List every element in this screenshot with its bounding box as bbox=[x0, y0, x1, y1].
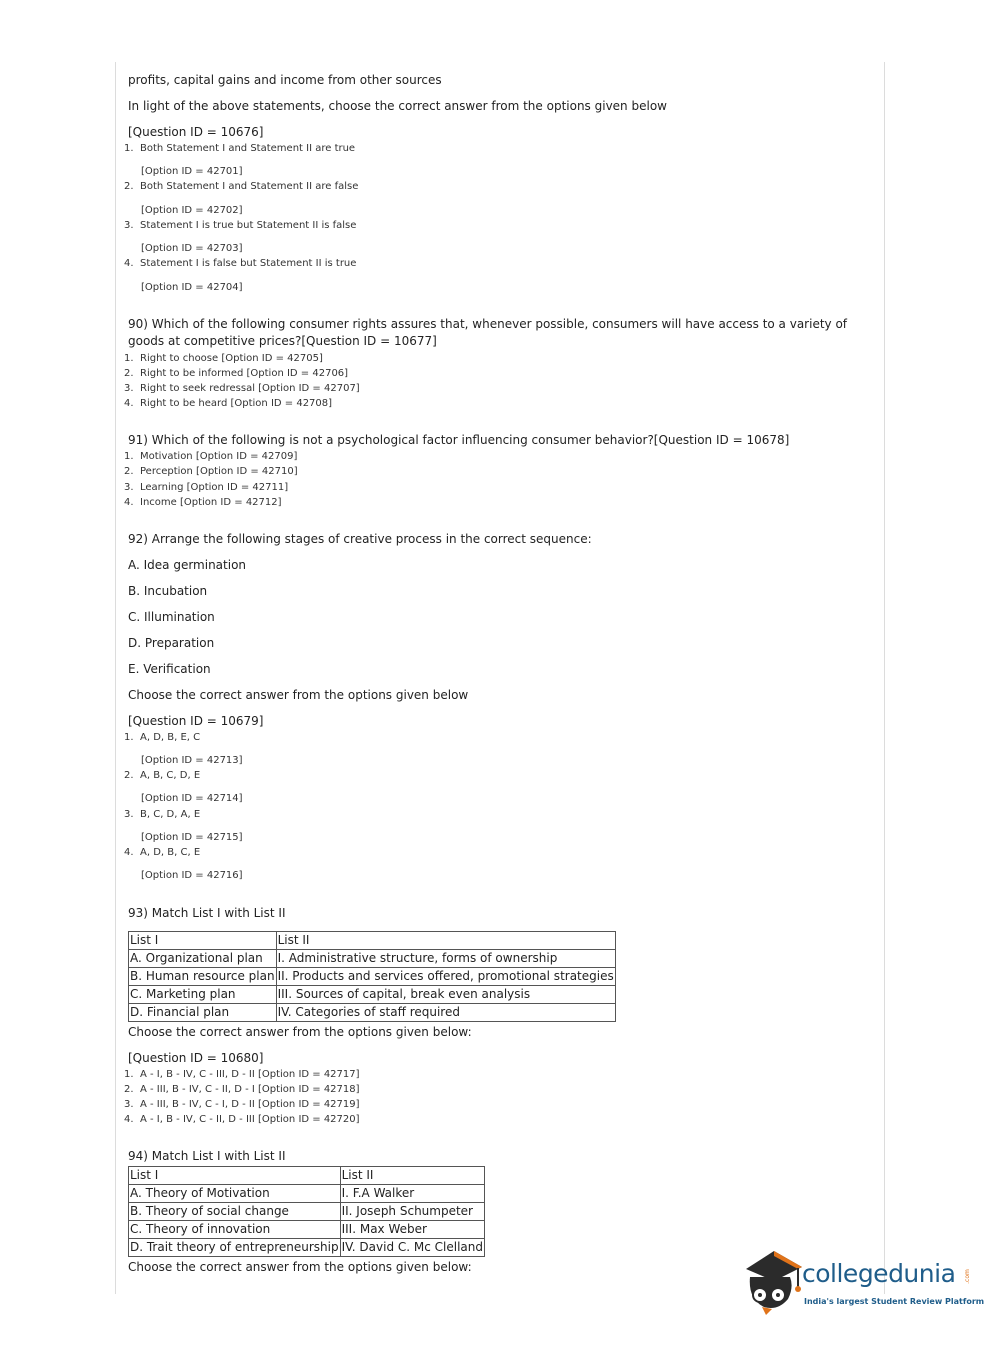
option-number: 4. bbox=[124, 847, 134, 858]
table-cell: A. Theory of Motivation bbox=[129, 1185, 341, 1203]
option-item bbox=[124, 1113, 360, 1127]
option-id: [Option ID = 42702] bbox=[141, 205, 243, 216]
option-number: 2. bbox=[124, 1084, 134, 1095]
option-id: [Option ID = 42714] bbox=[141, 793, 243, 804]
option-number: 2. bbox=[124, 368, 134, 379]
option-text: A - III, B - IV, C - II, D - I [Option ID = 42718] bbox=[140, 1084, 360, 1095]
option-id: [Option ID = 42715] bbox=[141, 832, 243, 843]
option-text: Right to be heard [Option ID = 42708] bbox=[140, 398, 333, 409]
question-id: [Question ID = 10679] bbox=[128, 714, 264, 728]
mascot-icon bbox=[738, 1247, 804, 1317]
left-margin-rule bbox=[115, 62, 116, 1294]
question-93: 93) Match List I with List II bbox=[128, 906, 286, 920]
option-item bbox=[124, 219, 356, 233]
option-number: 1. bbox=[124, 353, 134, 364]
option-number: 4. bbox=[124, 398, 134, 409]
option-item bbox=[124, 731, 200, 745]
table-cell: List I bbox=[129, 1167, 341, 1185]
option-item bbox=[124, 1098, 360, 1112]
table-cell: III. Max Weber bbox=[340, 1221, 484, 1239]
option-number: 2. bbox=[124, 770, 134, 781]
option-number: 1. bbox=[124, 732, 134, 743]
option-text: Motivation [Option ID = 42709] bbox=[140, 451, 298, 462]
option-text: A, D, B, E, C bbox=[140, 732, 201, 743]
table-row bbox=[129, 1203, 485, 1221]
table-row bbox=[129, 1221, 485, 1239]
option-text: Right to be informed [Option ID = 42706] bbox=[140, 368, 349, 379]
option-number: 4. bbox=[124, 497, 134, 508]
option-item bbox=[124, 481, 288, 495]
logo-wordmark: collegedunia bbox=[802, 1259, 956, 1288]
option-number: 1. bbox=[124, 143, 134, 154]
table-row bbox=[129, 1185, 485, 1203]
option-item bbox=[124, 397, 332, 411]
option-id: [Option ID = 42701] bbox=[141, 166, 243, 177]
stage-item: E. Verification bbox=[128, 662, 211, 676]
option-number: 3. bbox=[124, 220, 134, 231]
table-cell: II. Joseph Schumpeter bbox=[340, 1203, 484, 1221]
question-id: [Question ID = 10680] bbox=[128, 1051, 264, 1065]
option-item bbox=[124, 808, 200, 822]
option-text: Right to seek redressal [Option ID = 42707] bbox=[140, 383, 360, 394]
table-row bbox=[129, 968, 616, 986]
option-number: 4. bbox=[124, 258, 134, 269]
table-cell: III. Sources of capital, break even analysis bbox=[276, 986, 615, 1004]
table-cell: C. Marketing plan bbox=[129, 986, 277, 1004]
question-id: [Question ID = 10676] bbox=[128, 125, 264, 139]
match-table-94 bbox=[128, 1166, 485, 1257]
option-item bbox=[124, 257, 356, 271]
stage-item: D. Preparation bbox=[128, 636, 215, 650]
option-id: [Option ID = 42716] bbox=[141, 870, 243, 881]
table-row bbox=[129, 1004, 616, 1022]
option-text: Learning [Option ID = 42711] bbox=[140, 482, 289, 493]
option-text: A - I, B - IV, C - III, D - II [Option ID = 42717] bbox=[140, 1069, 360, 1080]
question-92: 92) Arrange the following stages of creative process in the correct sequence: bbox=[128, 532, 592, 546]
option-item bbox=[124, 450, 297, 464]
table-cell: D. Financial plan bbox=[129, 1004, 277, 1022]
question-94: 94) Match List I with List II bbox=[128, 1149, 286, 1163]
option-number: 2. bbox=[124, 466, 134, 477]
choose-instruction: Choose the correct answer from the options given below bbox=[128, 688, 469, 702]
intro-line-2: In light of the above statements, choose the correct answer from the options given below bbox=[128, 99, 667, 113]
table-cell: D. Trait theory of entrepreneurship bbox=[129, 1239, 341, 1257]
option-item bbox=[124, 142, 355, 156]
option-id: [Option ID = 42704] bbox=[141, 282, 243, 293]
option-text: Both Statement I and Statement II are true bbox=[140, 143, 356, 154]
option-number: 2. bbox=[124, 181, 134, 192]
option-item bbox=[124, 769, 200, 783]
table-cell: C. Theory of innovation bbox=[129, 1221, 341, 1239]
choose-instruction: Choose the correct answer from the options given below: bbox=[128, 1025, 472, 1039]
option-text: Statement I is true but Statement II is false bbox=[140, 220, 357, 231]
table-cell: I. Administrative structure, forms of ownership bbox=[276, 950, 615, 968]
table-cell: List II bbox=[340, 1167, 484, 1185]
option-number: 3. bbox=[124, 482, 134, 493]
option-item bbox=[124, 465, 298, 479]
option-id: [Option ID = 42703] bbox=[141, 243, 243, 254]
intro-line-1: profits, capital gains and income from other sources bbox=[128, 73, 442, 87]
table-cell: II. Products and services offered, promotional strategies bbox=[276, 968, 615, 986]
option-number: 1. bbox=[124, 451, 134, 462]
option-text: A, B, C, D, E bbox=[140, 770, 201, 781]
option-text: A - III, B - IV, C - I, D - II [Option ID = 42719] bbox=[140, 1099, 360, 1110]
logo-suffix: .com bbox=[963, 1269, 971, 1284]
logo-tagline: India's largest Student Review Platform bbox=[804, 1297, 985, 1306]
table-cell: B. Human resource plan bbox=[129, 968, 277, 986]
collegedunia-logo bbox=[738, 1247, 985, 1317]
option-text: A - I, B - IV, C - II, D - III [Option ID = 42720] bbox=[140, 1114, 360, 1125]
option-text: B, C, D, A, E bbox=[140, 809, 201, 820]
table-cell: I. F.A Walker bbox=[340, 1185, 484, 1203]
option-text: Both Statement I and Statement II are false bbox=[140, 181, 359, 192]
table-row bbox=[129, 1239, 485, 1257]
option-text: A, D, B, C, E bbox=[140, 847, 201, 858]
option-item bbox=[124, 1083, 360, 1097]
question-91: 91) Which of the following is not a psychological factor influencing consumer behavior?[Question ID = 10678] bbox=[128, 433, 790, 447]
table-cell: B. Theory of social change bbox=[129, 1203, 341, 1221]
option-item bbox=[124, 180, 358, 194]
option-item bbox=[124, 496, 282, 510]
option-number: 1. bbox=[124, 1069, 134, 1080]
table-row bbox=[129, 932, 616, 950]
table-cell: IV. Categories of staff required bbox=[276, 1004, 615, 1022]
stage-item: C. Illumination bbox=[128, 610, 215, 624]
option-number: 3. bbox=[124, 1099, 134, 1110]
option-text: Statement I is false but Statement II is true bbox=[140, 258, 357, 269]
question-90: 90) Which of the following consumer rights assures that, whenever possible, consumers will have access to a variety of goods at competitive prices?[Question ID = 10677] bbox=[128, 317, 848, 348]
table-row bbox=[129, 986, 616, 1004]
option-item bbox=[124, 846, 200, 860]
option-text: Right to choose [Option ID = 42705] bbox=[140, 353, 323, 364]
option-number: 3. bbox=[124, 809, 134, 820]
option-text: Perception [Option ID = 42710] bbox=[140, 466, 298, 477]
option-id: [Option ID = 42713] bbox=[141, 755, 243, 766]
table-row bbox=[129, 1167, 485, 1185]
option-text: Income [Option ID = 42712] bbox=[140, 497, 282, 508]
table-cell: List I bbox=[129, 932, 277, 950]
choose-instruction: Choose the correct answer from the options given below: bbox=[128, 1260, 472, 1274]
stage-item: B. Incubation bbox=[128, 584, 208, 598]
option-item bbox=[124, 352, 323, 366]
stage-item: A. Idea germination bbox=[128, 558, 247, 572]
table-cell: List II bbox=[276, 932, 615, 950]
match-table-93 bbox=[128, 931, 616, 1022]
table-cell: IV. David C. Mc Clelland bbox=[340, 1239, 484, 1257]
option-number: 3. bbox=[124, 383, 134, 394]
option-number: 4. bbox=[124, 1114, 134, 1125]
option-item bbox=[124, 382, 360, 396]
table-cell: A. Organizational plan bbox=[129, 950, 277, 968]
option-item bbox=[124, 367, 348, 381]
table-row bbox=[129, 950, 616, 968]
right-margin-rule bbox=[884, 62, 885, 1294]
option-item bbox=[124, 1068, 360, 1082]
